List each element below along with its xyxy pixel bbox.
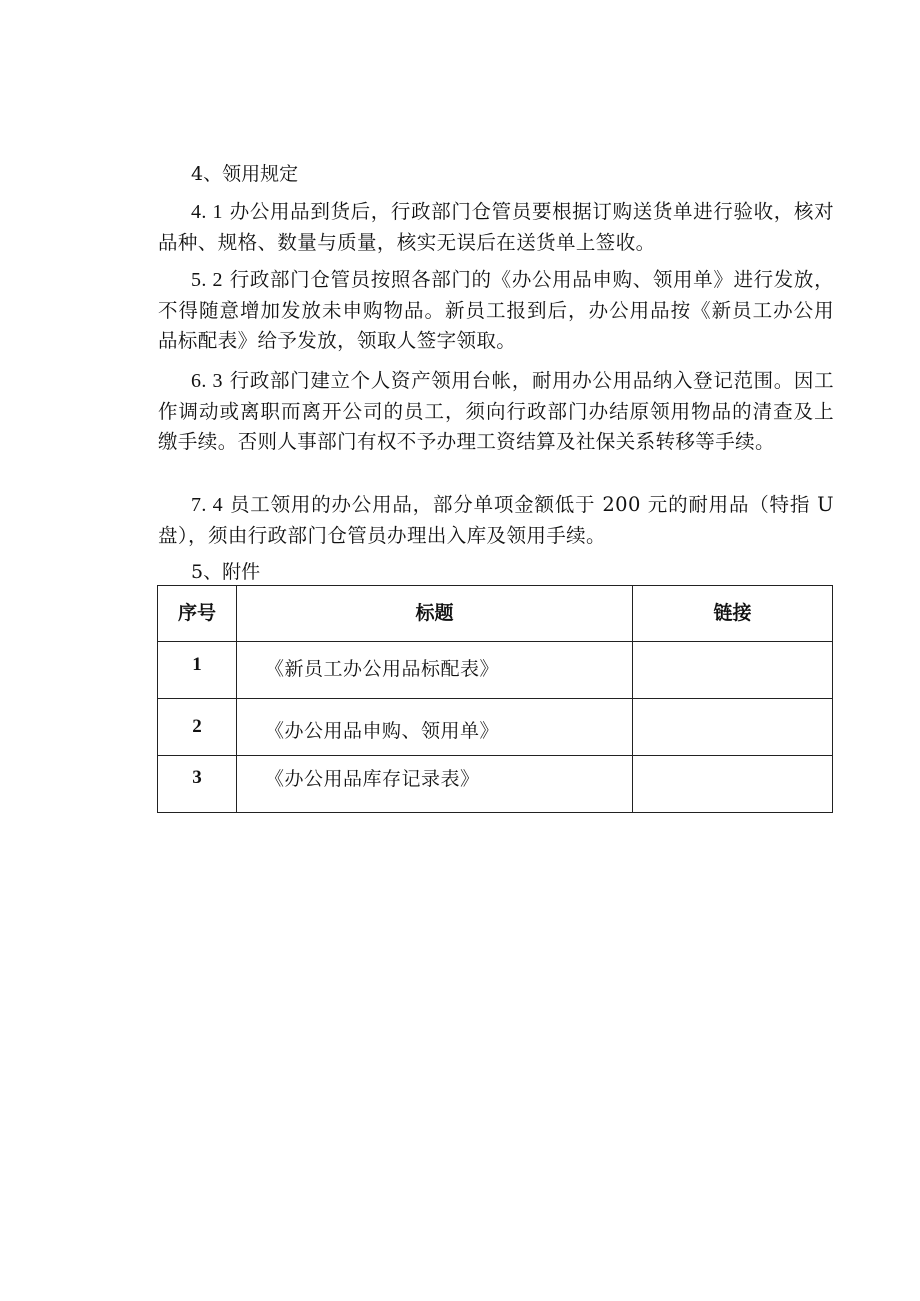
header-link: 链接 [633, 586, 833, 642]
paragraph-4-1 [158, 197, 834, 258]
row-title: 《办公用品库存记录表》 [237, 756, 633, 813]
row-link[interactable] [633, 642, 833, 699]
paragraph-text: 行政部门建立个人资产领用台帐，耐用办公用品纳入登记范围。因工作调动或离职而离开公司的员工，须向行政部门办结原领用物品的清查及上缴手续。否则人事部门有权不予办理工资结算及社保关系转移等手续。 [158, 369, 834, 453]
table-header-row [158, 586, 833, 642]
section-5-heading: 5、附件 [191, 561, 261, 583]
row-no: 3 [158, 756, 237, 813]
row-title: 《新员工办公用品标配表》 [237, 642, 633, 699]
paragraph-number: 5. 2 [191, 269, 223, 291]
section-4-heading: 4、领用规定 [191, 163, 299, 185]
table-row [158, 699, 833, 756]
header-no: 序号 [158, 586, 237, 642]
row-no: 1 [158, 642, 237, 699]
paragraph-7-4 [158, 490, 834, 551]
paragraph-6-3 [158, 366, 834, 458]
paragraph-text: 行政部门仓管员按照各部门的《办公用品申购、领用单》进行发放，不得随意增加发放未申购物品。新员工报到后，办公用品按《新员工办公用品标配表》给予发放，领取人签字领取。 [158, 268, 834, 352]
row-title: 《办公用品申购、领用单》 [237, 699, 633, 756]
paragraph-text: 员工领用的办公用品，部分单项金额低于 200 元的耐用品（特指 U 盘），须由行政部门仓管员办理出入库及领用手续。 [158, 493, 834, 547]
table-row [158, 642, 833, 699]
paragraph-number: 4. 1 [191, 201, 223, 223]
attachments-table [157, 585, 833, 813]
paragraph-5-2 [158, 265, 834, 357]
table-row [158, 756, 833, 813]
paragraph-number: 6. 3 [191, 370, 223, 392]
paragraph-text: 办公用品到货后，行政部门仓管员要根据订购送货单进行验收，核对品种、规格、数量与质量，核实无误后在送货单上签收。 [158, 200, 834, 254]
row-no: 2 [158, 699, 237, 756]
row-link[interactable] [633, 699, 833, 756]
row-link[interactable] [633, 756, 833, 813]
paragraph-number: 7. 4 [191, 494, 223, 516]
header-title: 标题 [237, 586, 633, 642]
